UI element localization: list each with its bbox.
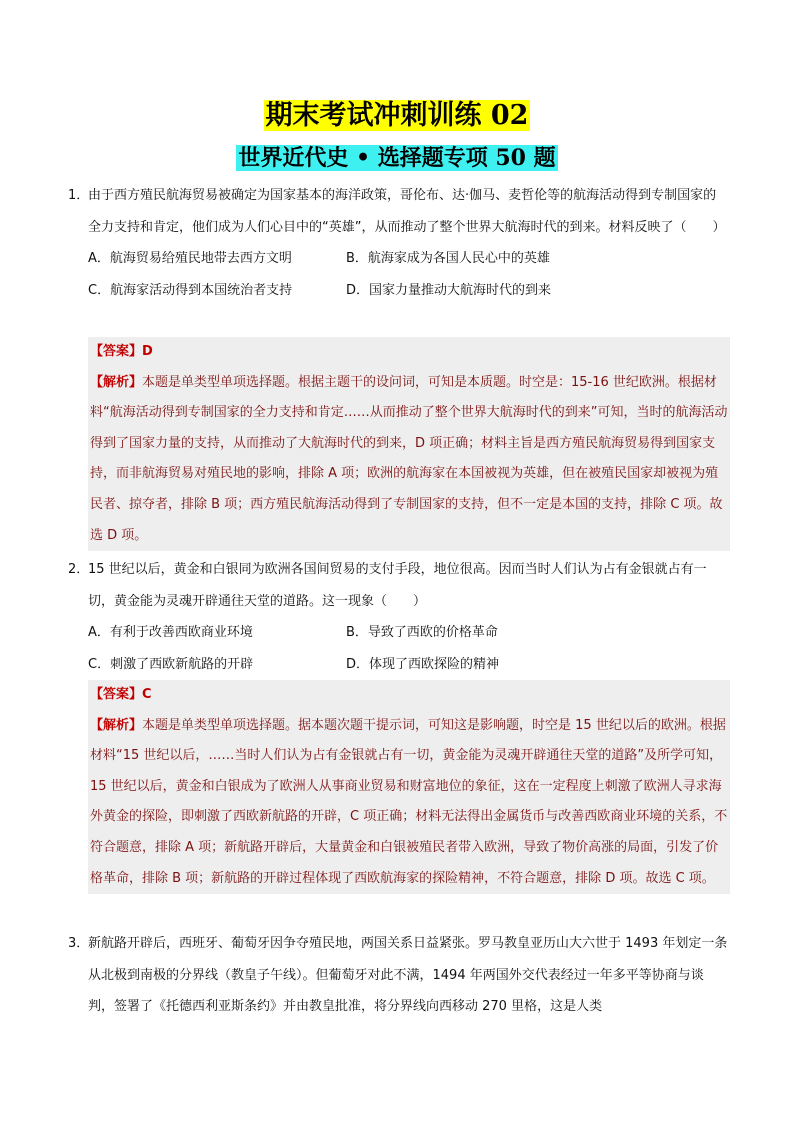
answer-label: 【答案】 — [90, 344, 143, 359]
question-2 — [68, 554, 728, 680]
question-stem: 由于西方殖民航海贸易被确定为国家基本的海洋政策，哥伦布、达·伽马、麦哲伦等的航海活动得到专制国家的全力支持和肯定，他们成为人们心目中的“英雄”，从而推动了整个世界大航海时代的到来。材料反映了（ ） — [88, 188, 726, 235]
question-stem: 15 世纪以后，黄金和白银同为欧洲各国间贸易的支付手段，地位很高。因而当时人们认为占有金银就占有一切，黄金能为灵魂开辟通往天堂的道路。这一现象（ ） — [88, 562, 707, 609]
options-row — [88, 649, 728, 681]
analysis-text: 本题是单类型单项选择题。据本题次题干提示词，可知这是影响题，时空是 15 世纪以后的欧洲。根据材料“15 世纪以后，……当时人们认为占有金银就占有一切，黄金能为灵魂开辟通往天堂的道路”及所学可知，15 世纪以后，黄金和白银成为了欧洲人从事商业贸易和财富地位的象征，这在一定程度上刺激了欧洲人寻求海外黄金的探险，即刺激了西欧新航路的开辟，C 项正确；材料无法得出金属货币与改善西欧商业环境的关系，不符合题意，排除 A 项；新航路开辟后，大量黄金和白银被殖民者带入欧洲，导致了物价高涨的局面，引发了价格革命，排除 B 项；新航路的开辟过程体现了西欧航海家的探险精神，不符合题意，排除 D 项。故选 C 项。 — [90, 717, 728, 886]
question-1 — [68, 180, 728, 306]
option-b: B．导致了西欧的价格革命 — [346, 625, 498, 640]
option-b: B．航海家成为各国人民心中的英雄 — [346, 251, 550, 266]
answer-value: D — [142, 344, 153, 359]
analysis-label: 【解析】 — [90, 717, 143, 733]
answer-line — [88, 337, 730, 368]
question-3 — [68, 928, 728, 1028]
answer-value: C — [142, 687, 152, 702]
question-number: 2． — [68, 562, 90, 577]
answer-line — [88, 680, 730, 711]
subtitle-row — [0, 143, 794, 173]
option-d: D．国家力量推动大航海时代的到来 — [346, 282, 552, 298]
option-a: A．有利于改善西欧商业环境 — [88, 625, 253, 640]
option-c: C．航海家活动得到本国统治者支持 — [88, 282, 293, 298]
analysis-line — [88, 711, 730, 895]
question-number: 1． — [68, 188, 90, 203]
analysis-label: 【解析】 — [90, 374, 143, 390]
answer-block-1 — [88, 337, 730, 551]
title-row — [0, 98, 794, 134]
answer-label: 【答案】 — [90, 687, 143, 702]
question-stem: 新航路开辟后，西班牙、葡萄牙因争夺殖民地，两国关系日益紧张。罗马教皇亚历山大六世于 1493 年划定一条从北极到南极的分界线（教皇子午线）。但葡萄牙对此不满，1494 年两国外交代表经过一年多平等协商与谈判，签署了《托德西利亚斯条约》并由教皇批准，将分界线向西移动 270 里格，这是人类 — [88, 936, 728, 1014]
options-row — [88, 617, 728, 649]
answer-block-2 — [88, 680, 730, 894]
page-subtitle: 世界近代史 • 选择题专项 50 题 — [238, 145, 556, 171]
option-c: C．刺激了西欧新航路的开辟 — [88, 656, 254, 672]
options-row — [88, 243, 728, 275]
analysis-text: 本题是单类型单项选择题。根据主题干的设问词，可知是本质题。时空是：15-16 世纪欧洲。根据材料“航海活动得到专制国家的全力支持和肯定……从而推动了整个世界大航海时代的到来”可知，当时的航海活动得到了国家力量的支持，从而推动了大航海时代的到来，D 项正确；材料主旨是西方殖民航海贸易得到国家支持，而非航海贸易对殖民地的影响，排除 A 项；欧洲的航海家在本国被视为英雄，但在被殖民国家却被视为殖民者、掠夺者，排除 B 项；西方殖民航海活动得到了专制国家的支持，但不一定是本国的支持，排除 C 项。故选 D 项。 — [90, 374, 728, 543]
option-a: A．航海贸易给殖民地带去西方文明 — [88, 251, 292, 266]
question-number: 3． — [68, 936, 90, 951]
analysis-line — [88, 368, 730, 552]
option-d: D．体现了西欧探险的精神 — [346, 656, 500, 672]
options-row — [88, 275, 728, 307]
page-title: 期末考试冲刺训练 02 — [265, 100, 529, 131]
